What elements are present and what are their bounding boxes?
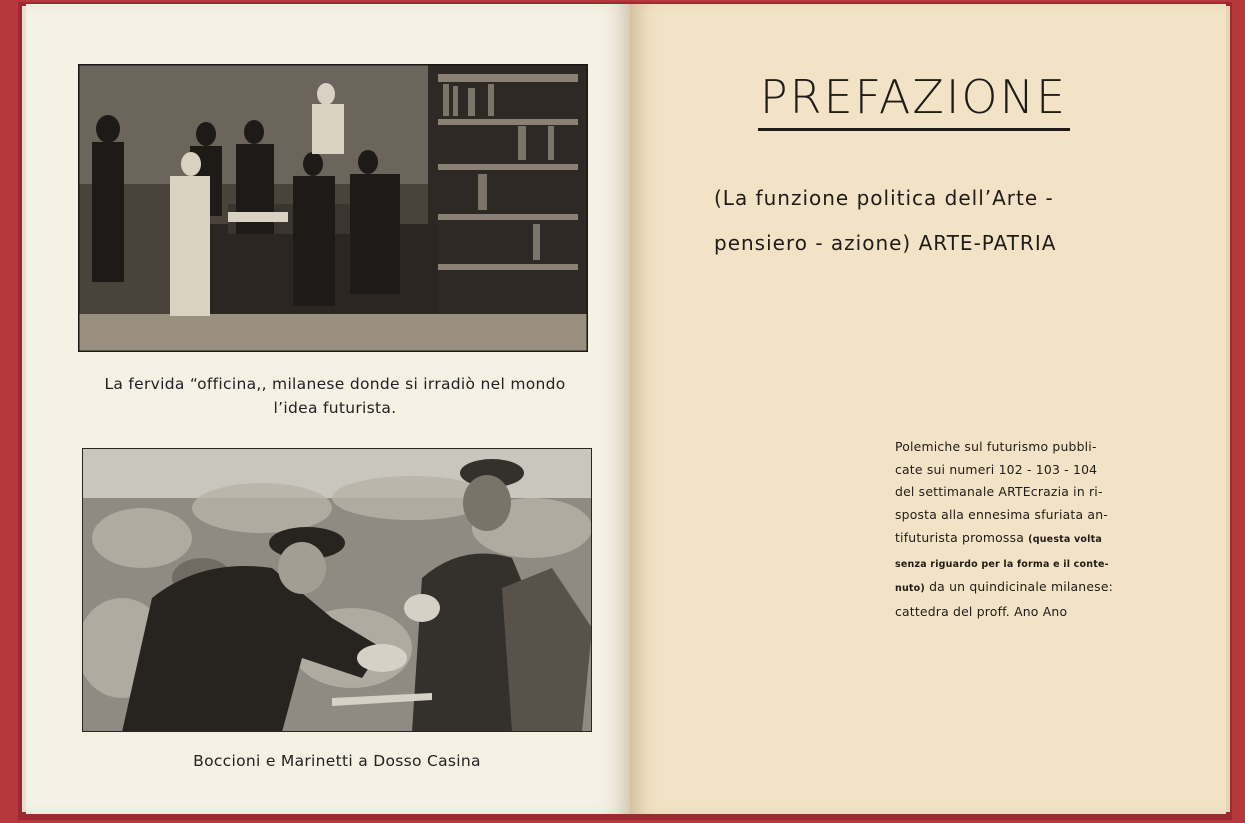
boccioni-marinetti-photo: [82, 448, 592, 732]
note-line: del settimanale ARTEcrazia in ri-: [895, 484, 1103, 500]
note-line: Polemiche sul futurismo pubbli-: [895, 439, 1097, 454]
note-line: cate sui numeri 102 - 103 - 104: [895, 461, 1098, 477]
caption-office-line-2: l’idea futurista.: [273, 399, 397, 417]
note-line: tifuturista promossa (questa volta: [895, 529, 1102, 545]
subtitle-line-1: (La funzione politica dell’Arte -: [714, 186, 1054, 210]
caption-boccioni-marinetti: Boccioni e Marinetti a Dosso Casina: [193, 752, 481, 770]
note-line: cattedra del proff. Ano Ano: [895, 603, 1068, 619]
title-underline: [758, 128, 1070, 131]
note-block: [895, 436, 1125, 624]
note-line: senza riguardo per la forma e il conte-: [895, 558, 1109, 570]
subtitle-line-2: pensiero - azione) ARTE-PATRIA: [714, 231, 1057, 255]
note-line: sposta alla ennesima sfuriata an-: [895, 507, 1108, 523]
right-page: [630, 4, 1226, 814]
caption-office: [80, 372, 590, 420]
page-title: PREFAZIONE: [759, 70, 1068, 124]
note-line: nuto) da un quindicinale milanese:: [895, 579, 1114, 595]
office-photo: [78, 64, 588, 352]
subtitle: [714, 176, 1134, 266]
caption-office-line-1: La fervida “officina,, milanese donde si irradiò nel mondo: [104, 375, 566, 393]
